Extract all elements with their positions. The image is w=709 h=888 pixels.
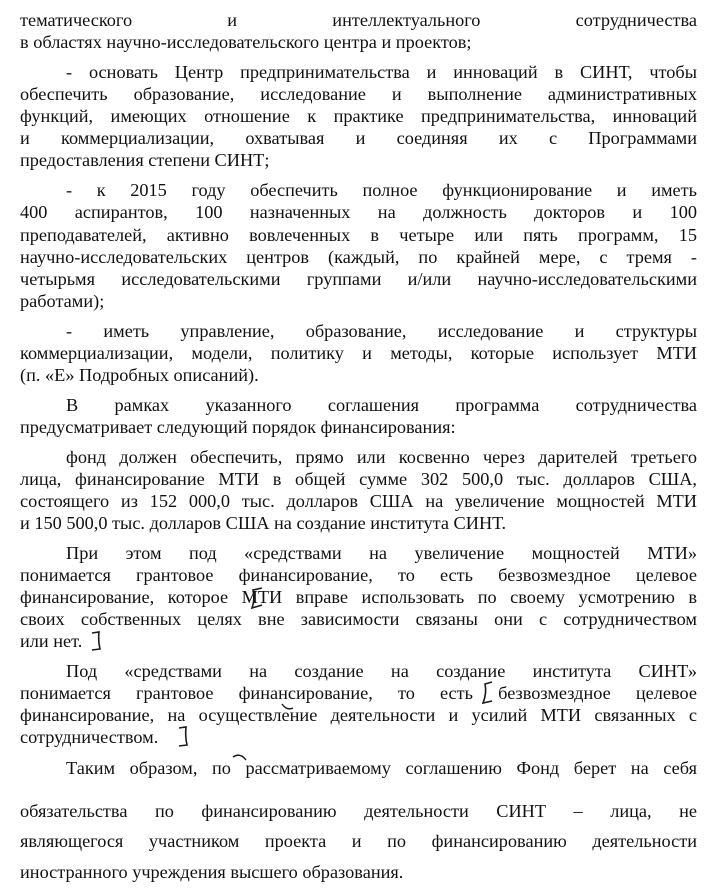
text-line: четырьмя исследовательскими группами и/или научно-исследовательскими xyxy=(20,269,697,289)
text-line: коммерциализации, модели, политику и методы, которые использует МТИ xyxy=(20,343,697,363)
text-line: предоставления степени СИНТ; xyxy=(20,150,270,170)
text-line: финансирование, на осуществление деятельности и усилий МТИ связанных с xyxy=(20,705,697,725)
text-line: Таким образом, по рассматриваемому соглашению Фонд берет на себя xyxy=(66,758,697,778)
text-line: тематического и интеллектуального сотрудничества xyxy=(20,10,697,30)
text-line: - иметь управление, образование, исследование и структуры xyxy=(66,321,697,341)
text-line: лица, финансирование МТИ в общей сумме 302 500,0 тыс. долларов США, xyxy=(20,469,697,489)
text-line: научно-исследовательских центров (каждый, по крайней мере, с тремя - xyxy=(20,247,697,267)
text-line: в областях научно-исследовательского центра и проектов; xyxy=(20,32,472,52)
text-line: преподавателей, активно вовлеченных в четыре или пять программ, 15 xyxy=(20,225,697,245)
text-line: иностранного учреждения высшего образования. xyxy=(20,862,404,882)
text-line: понимается грантовое финансирование, то есть безвозмездное целевое xyxy=(20,565,697,585)
text-line: При этом под «средствами на увеличение мощностей МТИ» xyxy=(66,543,697,563)
text-line: обеспечить образование, исследование и выполнение административных xyxy=(20,84,697,104)
text-line: фонд должен обеспечить, прямо или косвенно через дарителей третьего xyxy=(66,447,697,467)
text-line: своих собственных целях вне зависимости связаны они с сотрудничеством xyxy=(20,609,697,629)
text-line: сотрудничеством. xyxy=(20,727,159,747)
text-line: - к 2015 году обеспечить полное функционирование и иметь xyxy=(66,180,697,200)
text-line: Под «средствами на создание на создание института СИНТ» xyxy=(66,661,697,681)
text-line: или нет. xyxy=(20,631,83,651)
text-line: финансирование, которое МТИ вправе использовать по своему усмотрению в xyxy=(20,587,697,607)
text-line: функций, имеющих отношение к практике предпринимательства, инноваций xyxy=(20,106,697,126)
text-line: обязательства по финансированию деятельности СИНТ – лица, не xyxy=(20,801,697,821)
text-line: 400 аспирантов, 100 назначенных на должность докторов и 100 xyxy=(20,202,697,222)
text-line: состоящего из 152 000,0 тыс. долларов США на увеличение мощностей МТИ xyxy=(20,491,697,511)
text-line: и 150 500,0 тыс. долларов США на создание института СИНТ. xyxy=(20,513,507,533)
text-line: работами); xyxy=(20,291,105,311)
text-line: (п. «Е» Подробных описаний). xyxy=(20,365,259,385)
text-line: понимается грантовое финансирование, то есть безвозмездное целевое xyxy=(20,683,697,703)
text-line: - основать Центр предпринимательства и инноваций в СИНТ, чтобы xyxy=(66,62,697,82)
text-line: являющегося участником проекта и по финансированию деятельности xyxy=(20,831,697,851)
text-line: и коммерциализации, охватывая и соединяя их с Программами xyxy=(20,128,697,148)
text-line: предусматривает следующий порядок финансирования: xyxy=(20,417,456,437)
text-line: В рамках указанного соглашения программа сотрудничества xyxy=(66,395,697,415)
